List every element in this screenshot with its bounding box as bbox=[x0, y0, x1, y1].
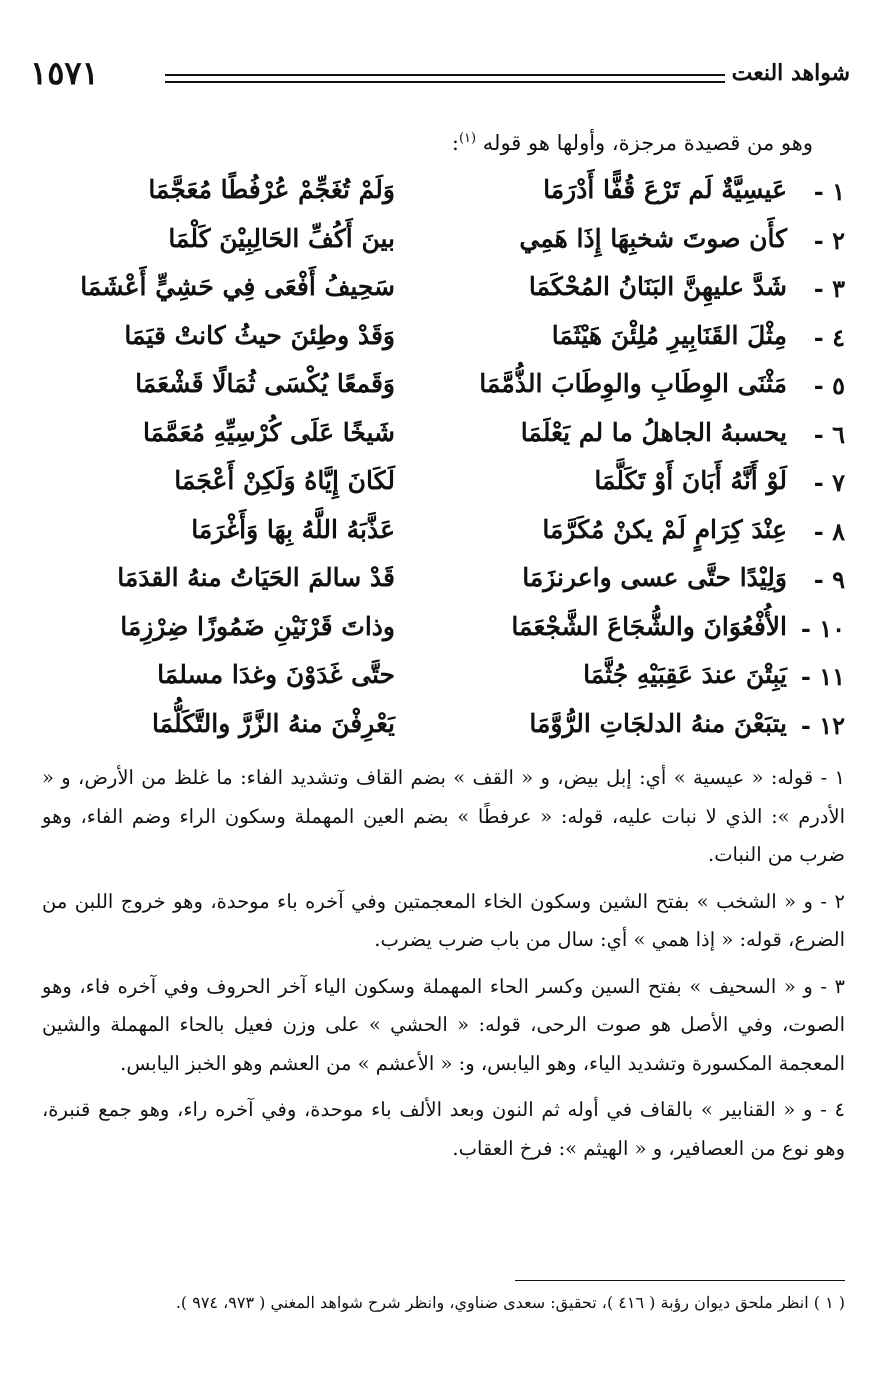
verse-first-hemistich: كأَن صوتَ شخبِهَا إِذَا هَمِي bbox=[519, 223, 787, 253]
verse-first-hemistich: لَوْ أَنَّهُ أَبَانَ أَوْ تَكَلَّمَا bbox=[594, 466, 787, 495]
verse-row bbox=[95, 707, 845, 756]
note-paragraph: ٤ - و « القنابير » بالقاف في أوله ثم النون وبعد الألف باء موحدة، وفي آخره راء، وهو جمع قنبرة، وهو نوع من العصافير، و « الهيثم »: فرخ العقاب. bbox=[42, 1098, 846, 1160]
verse-second-hemistich: وَقَمعًا يُكْسَى ثُمَالًا قَشْعَمَا bbox=[135, 369, 395, 398]
verse-second-hemistich: وَقَدْ وطِئنَ حيثُ كانتْ قيَمَا bbox=[124, 320, 395, 350]
running-title: شواهد النعت bbox=[731, 60, 850, 86]
verse-row bbox=[95, 658, 845, 707]
note-paragraph: ٢ - و « الشخب » بفتح الشين وسكون الخاء المعجمتين وفي آخره باء موحدة، وهو خروج اللبن من الضرع، قوله: « إذا همي » أي: سال من باب ضرب يضرب. bbox=[42, 889, 845, 951]
verse-second-hemistich: شَيخًا عَلَى كُرْسِيِّهِ مُعَمَّمَا bbox=[143, 417, 395, 447]
verse-row bbox=[95, 173, 845, 222]
header-rule bbox=[165, 74, 725, 83]
verse-row bbox=[95, 610, 845, 659]
verse-number: ٢ - bbox=[813, 225, 845, 255]
verse-first-hemistich: وَلِيْدًا حتَّى عسى واعرنزَمَا bbox=[522, 563, 787, 592]
verse-number: ٤ - bbox=[813, 322, 845, 352]
verse-second-hemistich: عَذَّبَهُ اللَّهُ بِهَا وَأَغْرَمَا bbox=[191, 514, 395, 544]
verse-row bbox=[95, 561, 845, 610]
verse-number: ٩ - bbox=[813, 565, 845, 594]
verse-row bbox=[95, 416, 845, 465]
verse-number: ٦ - bbox=[813, 419, 845, 449]
verse-row bbox=[80, 270, 845, 319]
verse-first-hemistich: عِنْدَ كِرَامٍ لَمْ يكنْ مُكَرَّمَا bbox=[542, 514, 787, 544]
verse-first-hemistich: يتبَعْنَ منهُ الدلجَاتِ الرُّوَّمَا bbox=[529, 708, 787, 738]
verse-number: ١١ - bbox=[800, 662, 845, 691]
intro-line bbox=[452, 131, 813, 155]
verse-first-hemistich: يَبِتْنَ عندَ عَقِبَيْهِ جُثَّمَا bbox=[583, 660, 787, 689]
intro-text: وهو من قصيدة مرجزة، وأولها هو قوله bbox=[482, 131, 813, 155]
footnote: ( ١ ) انظر ملحق ديوان رؤبة ( ٤١٦ )، تحقيق: سعدى ضناوي، وانظر شرح شواهد المغني ( ٩٧٣، ٩٧٤ ). bbox=[175, 1293, 845, 1312]
verse-second-hemistich: بينَ أَكُفِّ الحَالِبِيْنَ كَلْمَا bbox=[168, 223, 395, 253]
page-header bbox=[30, 54, 850, 98]
intro-colon: : bbox=[451, 131, 459, 155]
verse-second-hemistich: لَكَانَ إِيَّاهُ وَلَكِنْ أَعْجَمَا bbox=[174, 466, 395, 495]
verse-number: ٨ - bbox=[813, 516, 845, 546]
verse-second-hemistich: حتَّى غَدَوْنَ وغدَا مسلمَا bbox=[157, 660, 395, 689]
verse-number: ١٠ - bbox=[800, 613, 845, 643]
verse-number: ٥ - bbox=[813, 371, 845, 400]
verse-second-hemistich: وذاتَ قَرْنَيْنِ ضَمُوزًا ضِرْزِمَا bbox=[120, 611, 395, 641]
verse-first-hemistich: مِثْلَ القَنَابِيرِ مُلِئْنَ هَيْثَمَا bbox=[551, 320, 787, 350]
footnote-marker: (١) bbox=[458, 131, 477, 146]
verse-second-hemistich: سَحِيفُ أَفْعَى فِي حَشِيٍّ أَعْشَمَا bbox=[80, 272, 395, 301]
commentary-notes bbox=[42, 759, 845, 1176]
verse-row bbox=[95, 222, 845, 271]
verse-first-hemistich: مَثْنَى الوِطَابِ والوِطَابَ الذُّمَّمَا bbox=[479, 369, 787, 398]
verse-first-hemistich: يحسبهُ الجاهلُ ما لم يَعْلَمَا bbox=[520, 417, 787, 447]
verse-second-hemistich: يَعْرِفْنَ منهُ الزَّرَّ والتَّكَلُّمَا bbox=[151, 708, 395, 738]
verse-first-hemistich: شَدَّ عليهِنَّ البَنَانُ المُحْكَمَا bbox=[528, 272, 787, 301]
verse-first-hemistich: عَيسِيَّةٌ لَم تَرْعَ قُفًّا أَدْرَمَا bbox=[543, 175, 787, 204]
verse-row bbox=[95, 513, 845, 562]
verse-second-hemistich: قَدْ سالمَ الحَيَاتُ منهُ القدَمَا bbox=[117, 563, 395, 592]
verse-number: ١ - bbox=[813, 177, 845, 206]
verse-second-hemistich: وَلَمْ تُغَجِّمْ عُرْفُطًا مُعَجَّمَا bbox=[148, 175, 395, 204]
verse-row bbox=[95, 319, 845, 368]
note-paragraph: ٣ - و « السحيف » بفتح السين وكسر الحاء المهملة وسكون الياء آخر الحروف وفي آخره فاء، وهو الصوت، وفي الأصل هو صوت الرحى، قوله: « الحشي » على وزن فعيل بالحاء المهملة والشين المعجمة المكسورة وتشديد الياء، وهو اليابس، و: « الأعشم » من العشم وهو الخبز اليابس. bbox=[42, 974, 845, 1075]
poem-verses bbox=[80, 173, 845, 755]
note-paragraph: ١ - قوله: « عيسية » أي: إبل بيض، و « القف » بضم القاف وتشديد الفاء: ما غلظ من الأرض، و « الأدرم »: الذي لا نبات عليه، قوله: « عرفطًا » بضم العين المهملة وسكون الراء وضم الفاء، وهو ضرب من النبات. bbox=[42, 766, 845, 866]
verse-row bbox=[95, 367, 845, 416]
verse-number: ١٢ - bbox=[800, 710, 845, 740]
verse-number: ٧ - bbox=[813, 468, 845, 497]
verse-first-hemistich: الأُفْعُوَانَ والشُّجَاعَ الشَّجْعَمَا bbox=[511, 611, 787, 641]
footnote-separator bbox=[515, 1280, 845, 1281]
page-number: ١٥٧١ bbox=[30, 54, 99, 92]
verse-row bbox=[95, 464, 845, 513]
verse-number: ٣ - bbox=[813, 274, 845, 303]
